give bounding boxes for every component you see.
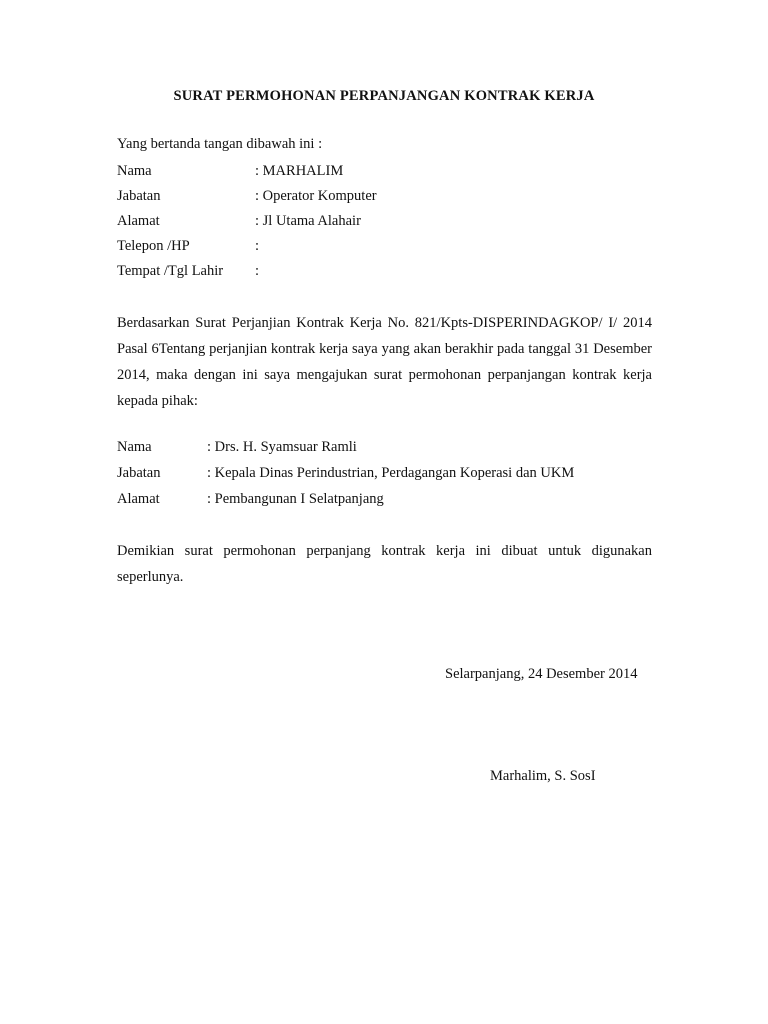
recipient-name-label: Nama	[117, 439, 152, 455]
signatory-name: Marhalim, S. SosI	[490, 768, 596, 784]
applicant-birth-label: Tempat /Tgl Lahir	[117, 263, 224, 279]
recipient-position-value: : Kepala Dinas Perindustrian, Perdagangan Koperasi dan UKM	[207, 465, 575, 481]
recipient-address-label: Alamat	[117, 491, 160, 507]
closing-paragraph: Demikian surat permohonan perpanjang kontrak kerja ini dibuat untuk digunakan seperlunya.	[117, 543, 652, 585]
applicant-address-value: : Jl Utama Alahair	[255, 213, 361, 229]
intro-text: Yang bertanda tangan dibawah ini :	[117, 136, 323, 152]
applicant-phone-label: Telepon /HP	[117, 238, 190, 254]
applicant-address-label: Alamat	[117, 213, 160, 229]
recipient-name-value: : Drs. H. Syamsuar Ramli	[207, 439, 357, 455]
applicant-position-value: : Operator Komputer	[255, 188, 377, 204]
applicant-position-label: Jabatan	[117, 188, 161, 204]
applicant-phone-value: :	[255, 238, 260, 254]
applicant-name-value: : MARHALIM	[255, 163, 344, 179]
applicant-birth-value: :	[255, 263, 260, 279]
recipient-address-value: : Pembangunan I Selatpanjang	[207, 491, 384, 507]
place-date: Selarpanjang, 24 Desember 2014	[445, 666, 638, 682]
recipient-position-label: Jabatan	[117, 465, 161, 481]
letter-title: SURAT PERMOHONAN PERPANJANGAN KONTRAK KERJA	[173, 88, 595, 104]
body-paragraph: Berdasarkan Surat Perjanjian Kontrak Kerja No. 821/Kpts-DISPERINDAGKOP/ I/ 2014 Pasal 6Tentang perjanjian kontrak kerja saya yang akan berakhir pada tanggal 31 Desember 2014, maka dengan ini saya mengajukan surat permohonan perpanjangan kontrak kerja kepada pihak:	[117, 315, 652, 409]
applicant-name-label: Nama	[117, 163, 152, 179]
